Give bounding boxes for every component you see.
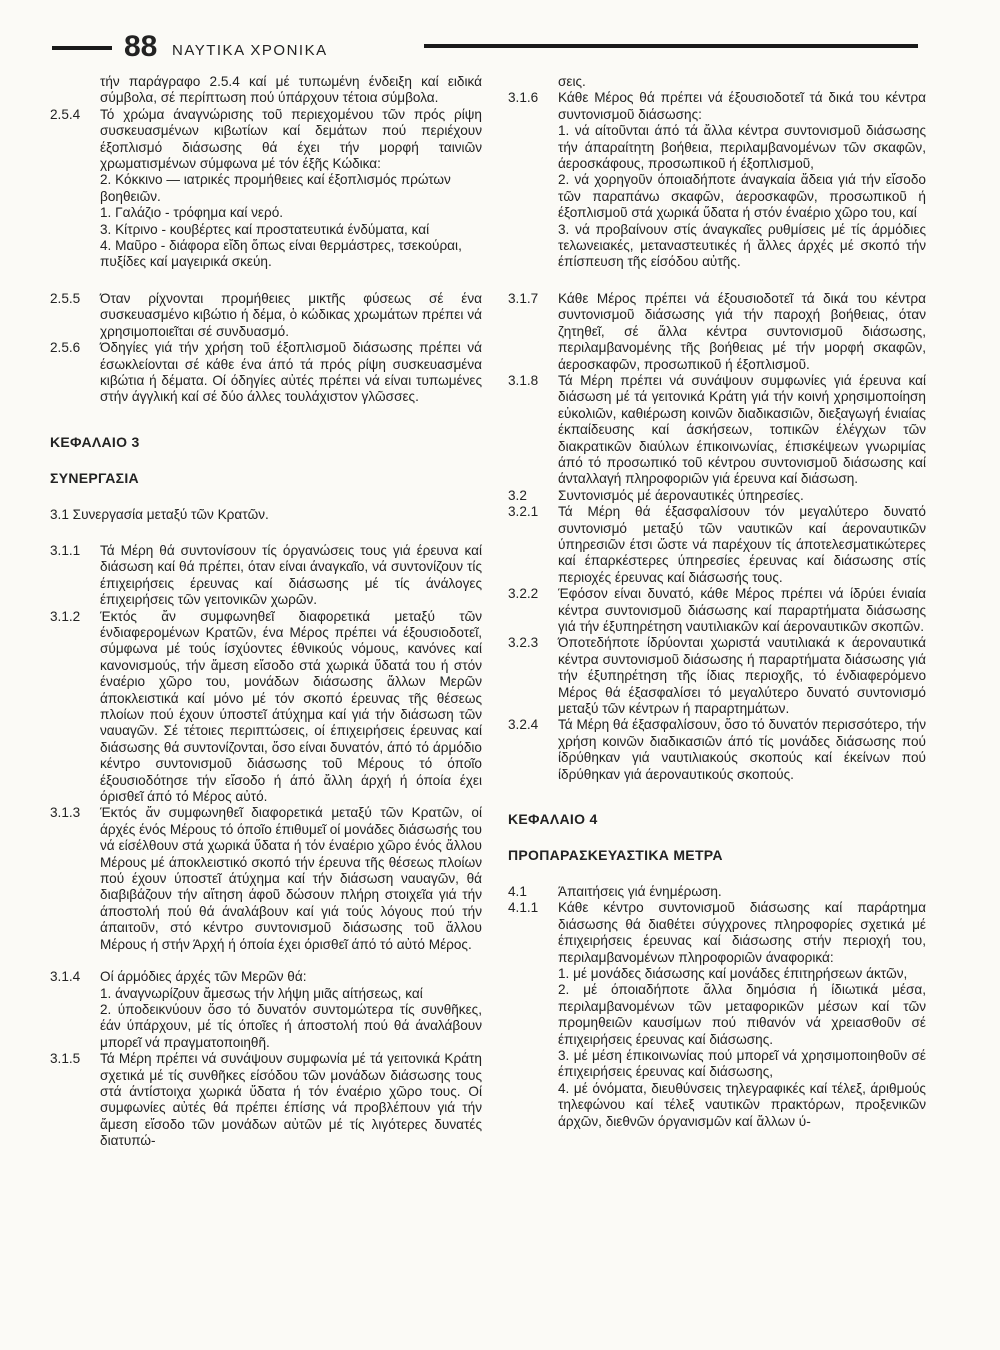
paragraph-number: 2.5.6: [50, 340, 81, 356]
paragraph-number: 2.5.4: [50, 106, 81, 122]
list-item: 4. μέ όνόματα, διευθύνσεις τηλεγραφικές καί τέλεξ, άριθμούς τηλεφώνου καί τέλεξ ναυτικῶν πρακτόρων, προξενικῶν άρχῶν, διεθνῶν όργανισμῶν καί ἄλλων ύ-: [558, 1080, 926, 1129]
journal-title: ΝΑΥΤΙΚΑ ΧΡΟΝΙΚΑ: [172, 42, 328, 59]
paragraph-number: 3.1.1: [50, 542, 81, 558]
paragraph-2-5-4: [50, 107, 482, 271]
right-column: [508, 74, 926, 1130]
paragraph-number: 3.1.2: [50, 608, 81, 624]
paragraph-text: Τά Μέρη θά έξασφαλίσουν, ὅσο τό δυνατόν περισσότερο, τήν χρήση κοινῶν διαδικασιῶν άπό τίς μονάδες διάσωσης πού ίδρύθηκαν γιά ναυτιλιακούς σκοπούς καί έκείνων πού ίδρύθηκαν γιά άεροναυτικούς σκοπούς.: [558, 717, 926, 782]
paragraph-3-1-8: [508, 373, 926, 488]
paragraph-2-5-5: [50, 291, 482, 340]
paragraph-number: 3.1.3: [50, 805, 81, 821]
paragraph-continuation: [50, 74, 482, 107]
paragraph-3-2: [508, 488, 926, 504]
list-item: 3. Κίτρινο - κουβέρτες καί προστατευτικά ένδύματα, καί: [100, 221, 430, 237]
paragraph-number: 3.2: [508, 487, 527, 503]
paragraph-number: 2.5.5: [50, 290, 81, 306]
paragraph-number: 4.1: [508, 883, 527, 899]
paragraph-text: Όταν ρίχνονται προμήθειες μικτῆς φύσεως σέ ένα συσκευασμένο κιβώτιο ή δέμα, ὁ κώδικας χρωμάτων πρέπει νά χρησιμοποιεῖται σέ συνδυασμό.: [100, 290, 482, 339]
list-item: 2. νά χορηγοῦν όποιαδήποτε άναγκαία ἄδεια γιά τήν εἴσοδο τῶν παραπάνω σκαφῶν, άεροσκαφῶν, προσωπικοῦ ή έξοπλισμοῦ στά χωρικά ὕδατα ή στόν έναέριο χῶρο του, καί: [558, 172, 926, 221]
paragraph-text: σεις.: [558, 74, 586, 89]
page-header: [52, 32, 918, 62]
paragraph-4-1: [508, 884, 926, 900]
paragraph-text: Έκτός ἄν συμφωνηθεῖ διαφορετικά μεταξύ τῶν Κρατῶν, οί άρχές ένός Μέρους τό όποῖο έπιθυμεῖ οί μονάδες διάσωσής του νά είσέλθουν στά χωρικά ὕδατα ή τόν έναέριο χῶρο ένός ἄλλου Μέρους μέ άποκλειστικό σκοπό τήν έρευνα τῆς θέσεως πλοίων πού έχουν ύποστεῖ άτύχημα καί τήν διάσωση ναυαγῶν, θά διαβιβάζουν τήν αἴτηση άφοῦ δώσουν πλήρη στοιχεῖα γιά τήν άποστολή πού θά άναλάβουν καί γιά τούς λόγους πού τήν άπαιτοῦν, στό κέντρο συντονισμοῦ διάσωσης τοῦ ἄλλου Μέρους ή στήν Άρχή ή όποία έχει όρισθεῖ άπό τό αὐτό Μέρος.: [100, 805, 482, 952]
chapter-heading: ΚΕΦΑΛΑΙΟ 4: [508, 811, 598, 828]
paragraph-text: τήν παράγραφο 2.5.4 καί μέ τυπωμένη ένδειξη καί ειδικά σύμβολα, σέ περίπτωση πού ύπάρχουν τέτοια σύμβολα.: [100, 74, 482, 106]
list-item: 3. μέ μέση έπικοινωνίας πού μπορεῖ νά χρησιμοποιηθοῦν σέ έπιχειρήσεις έρευνας καί διάσωσης,: [558, 1047, 926, 1080]
paragraph-3-1-5: [50, 1051, 482, 1149]
paragraph-text: Έφόσον είναι δυνατό, κάθε Μέρος πρέπει νά ίδρύει ένιαία κέντρα συντονισμοῦ διάσωσης καί παραρτήματα διάσωσης γιά τήν έξυπηρέτηση ναυτιλιακῶν καί άεροναυτικῶν σκοπῶν.: [558, 586, 926, 634]
header-rule-right: [424, 44, 918, 48]
paragraph-number: 3.2.1: [508, 504, 539, 520]
paragraph-3-2-3: [508, 635, 926, 717]
chapter-title: ΣΥΝΕΡΓΑΣΙΑ: [50, 470, 139, 487]
paragraph-text: Τά Μέρη θά συντονίσουν τίς όργανώσεις τους γιά έρευνα καί διάσωση καί θά πρέπει, όταν είναι άναγκαῖο, νά συντονίζουν τίς έπιχειρήσεις έρευνας καί διάσωσης μέ τίς άνάλογες έπιχειρήσεις τῶν γειτονικῶν χωρῶν.: [100, 542, 482, 608]
list-item: 2. Κόκκινο — ιατρικές προμήθειες καί έξοπλισμός πρώτων βοηθειῶν.: [100, 172, 451, 204]
paragraph-text: Κάθε Μέρος θά πρέπει νά έξουσιοδοτεῖ τά δικά του κέντρα συντονισμοῦ διάσωσης:: [558, 90, 926, 122]
paragraph-3-1-1: [50, 543, 482, 609]
paragraph-text: Τά Μέρη πρέπει νά συνάψουν συμφωνία μέ τά γειτονικά Κράτη σχετικά μέ τίς συνθῆκες είσόδου τῶν μονάδων διάσωσης τους στά άντίστοιχα χωρικά ὕδατα ή τόν έναέριο χῶρο τους. Οί συμφωνίες αὐτές θά πρέπει έπίσης νά προβλέπουν γιά τήν ἄμεση εἴσοδο τῶν μονάδων αὐτῶν μέ τίς λιγότερες δυνατές διατυπώ-: [100, 1051, 482, 1149]
page-number: 88: [124, 30, 158, 63]
paragraph-number: 3.1.8: [508, 372, 539, 388]
list-item: 1. Γαλάζιο - τρόφημα καί νερό.: [100, 205, 284, 221]
paragraph-3-2-2: [508, 586, 926, 635]
paragraph-number: 3.2.4: [508, 717, 539, 733]
section-heading: 3.1 Συνεργασία μεταξύ τῶν Κρατῶν.: [50, 506, 269, 522]
paragraph-4-1-1: [508, 900, 926, 1130]
paragraph-number: 3.1.5: [50, 1051, 81, 1067]
paragraph-3-1-6: [508, 90, 926, 270]
paragraph-number: 3.2.3: [508, 635, 539, 651]
paragraph-3-1-4: [50, 969, 482, 1051]
paragraph-text: Άπαιτήσεις γιά ένημέρωση.: [558, 883, 722, 899]
paragraph-text: Όδηγίες γιά τήν χρήση τοῦ έξοπλισμοῦ διάσωσης πρέπει νά έσωκλείονται σέ κάθε ένα άπό τά πρός ρίψη συσκευασμένα κιβώτια ή δέματα. Οί όδηγίες αὐτές πρέπει νά είναι τυπωμένες στήν άγγλική καί σέ δύο άλλες τουλάχιστον γλῶσσες.: [100, 340, 482, 405]
paragraph-continuation: [508, 74, 926, 90]
paragraph-3-1-2: [50, 609, 482, 806]
paragraph-number: 3.1.4: [50, 969, 81, 985]
chapter-heading: ΚΕΦΑΛΑΙΟ 3: [50, 433, 140, 450]
list-item: 1. μέ μονάδες διάσωσης καί μονάδες έπιτηρήσεων άκτῶν,: [558, 965, 908, 981]
list-item: 2. ύποδεικνύουν ὅσο τό δυνατόν συντομώτερα τίς συνθῆκες, έάν ύπάρχουν, μέ τίς όποῖες ή άποστολή πού θά άναλάβουν μπορεῖ νά πραγματοποιηθῆ.: [100, 1001, 482, 1050]
paragraph-text: Κάθε Μέρος πρέπει νά έξουσιοδοτεῖ τά δικά του κέντρα συντονισμοῦ διάσωσης γιά τήν παροχή βοήθειας, όταν ζητηθεῖ, σέ ἄλλα κέντρα συντονισμοῦ διάσωσης, περιλαμβανομένης τῆς βοήθειας μέ τήν μορφή σκαφῶν, άεροσκαφῶν, προσωπικοῦ ή έξοπλισμοῦ.: [558, 290, 926, 372]
paragraph-number: 3.2.2: [508, 586, 539, 602]
paragraph-3-2-4: [508, 717, 926, 783]
paragraph-number: 3.1.7: [508, 290, 539, 306]
paragraph-text: Τό χρώμα άναγνώρισης τοῦ περιεχομένου τῶν πρός ρίψη συσκευασμένων κιβωτίων καί δεμάτων πού περιέχουν έξοπλισμό διάσωσης θά έχει τήν μορφή ταινιῶν χρωματισμένων σύμφωνα μέ τόν έξῆς Κώδικα:: [100, 106, 482, 172]
list-item: 2. μέ όποιαδήποτε ἄλλα δημόσια ή ίδιωτικά μέσα, περιλαμβανομένων τῶν μεταφορικῶν μέσων καί τῶν προμηθειῶν καυσίμων πού πιθανόν νά χρειασθοῦν σέ έπιχειρήσεις έρευνας καί διάσωσης.: [558, 982, 926, 1047]
paragraph-number: 3.1.6: [508, 90, 539, 106]
paragraph-text: Οί άρμόδιες άρχές τῶν Μερῶν θά:: [100, 969, 307, 985]
paragraph-3-1-3: [50, 805, 482, 953]
paragraph-text: Κάθε κέντρο συντονισμοῦ διάσωσης καί παράρτημα διάσωσης θά διαθέτει σύγχρονες πληροφορίες σχετικά μέ έπιχειρήσεις έρευνας καί διάσωσης στήν περιοχή του, περιλαμβανομένων πληροφοριῶν άναφορικά:: [558, 900, 926, 965]
list-item: 1. άναγνωρίζουν ἄμεσως τήν λήψη μιᾶς αίτήσεως, καί: [100, 985, 423, 1001]
paragraph-text: Τά Μέρη πρέπει νά συνάψουν συμφωνίες γιά έρευνα καί διάσωση μέ τά γειτονικά Κράτη γιά τήν κοινή χρησιμοποίηση εὐκολιῶν, καθιέρωση κοινῶν διαδικασιῶν, διεξαγωγή ένιαίας έκπαίδευσης καί άσκήσεων, τοπικῶν έλέγχων τῶν διακρατικῶν διαύλων έπικοινωνίας, έπισκέψεων γνωριμίας άπό τό προσωπικό τοῦ κέντρου συντονισμοῦ διάσωσης καί άνταλλαγή πληροφοριῶν γιά έρευνα καί διάσωση.: [558, 372, 926, 487]
left-column: [50, 74, 482, 1150]
list-item: 3. νά προβαίνουν στίς άναγκαῖες ρυθμίσεις μέ τίς άρμόδιες τελωνειακές, μεταναστευτικές ή ἄλλες άρχές μέ σκοπό τήν έπίσπευση τῆς είσόδου αὐτῆς.: [558, 221, 926, 270]
paragraph-3-1-7: [508, 291, 926, 373]
paragraph-text: Συντονισμός μέ άεροναυτικές ύπηρεσίες.: [558, 487, 804, 503]
paragraph-text: Έκτός ἄν συμφωνηθεῖ διαφορετικά μεταξύ τῶν ένδιαφερομένων Κρατῶν, ένα Μέρος πρέπει νά έξουσιοδοτεῖ, σύμφωνα μέ τούς ίσχύοντες έθνικούς νόμους, κανόνες καί κανονισμούς, τήν ἄμεση εἴσοδο στά χωρικά ὕδατά του ή στόν έναέριο χῶρο του, μονάδων διάσωσης ἄλλων Μερῶν άποκλειστικά καί μόνο μέ τόν σκοπό έρευνας τῆς θέσεως πλοίων πού έχουν ύποστεῖ άτύχημα καί γιά τήν διάσωση τῶν ναυαγῶν. Σέ τέτοιες περιπτώσεις, οί έπιχειρήσεις έρευνας καί διάσωσης θά συντονίζονται, ὅσο είναι δυνατόν, άπό τό άρμόδιο κέντρο συντονισμοῦ διάσωσης τοῦ Μέρους τό όποῖο έξουσιοδότησε τήν εἴσοδο ή άπό ἄλλη άρχή ή όποία έχει όρισθεῖ άπό τό Μέρος αὐτό.: [100, 608, 482, 805]
paragraph-text: Όποτεδήποτε ίδρύονται χωριστά ναυτιλιακά κ άεροναυτικά κέντρα συντονισμοῦ διάσωσης ή παραρτήματα διάσωσης γιά τήν έξυπηρέτηση τῆς ίδιας περιοχῆς, τό ένδιαφερόμενο Μέρος θά έξασφαλίσει τό μεγαλύτερο δυνατό συντονισμό μεταξύ τῶν κέντρων ή παραρτημάτων.: [558, 635, 926, 717]
paragraph-text: Τά Μέρη θά έξασφαλίσουν τόν μεγαλύτερο δυνατό συντονισμό μεταξύ τῶν ναυτικῶν καί άεροναυτικῶν ύπηρεσιῶν έτσι ὥστε νά παρέχουν τίς άποτελεσματικώτερες καί έπαρκέστερες ύπηρεσίες έρευνας καί διάσωσης στίς περιοχές έρευνας καί διάσωσής τους.: [558, 504, 926, 585]
paragraph-2-5-6: [50, 340, 482, 406]
list-item: 1. νά αίτοῦνται άπό τά ἄλλα κέντρα συντονισμοῦ διάσωσης τήν άπαραίτητη βοήθεια, περιλαμβανομένων τῶν σκαφῶν, άεροσκάφους, προσωπικοῦ ή έξοπλισμοῦ,: [558, 123, 926, 172]
paragraph-number: 4.1.1: [508, 900, 539, 916]
list-item: 4. Μαῦρο - διάφορα εἴδη ὅπως είναι θερμάστρες, τσεκούραι, πυξίδες καί μαγειρικά σκεύη.: [100, 238, 462, 270]
paragraph-3-2-1: [508, 504, 926, 586]
header-rule-left: [52, 46, 112, 50]
chapter-title: ΠΡΟΠΑΡΑΣΚΕΥΑΣΤΙΚΑ ΜΕΤΡΑ: [508, 847, 723, 864]
